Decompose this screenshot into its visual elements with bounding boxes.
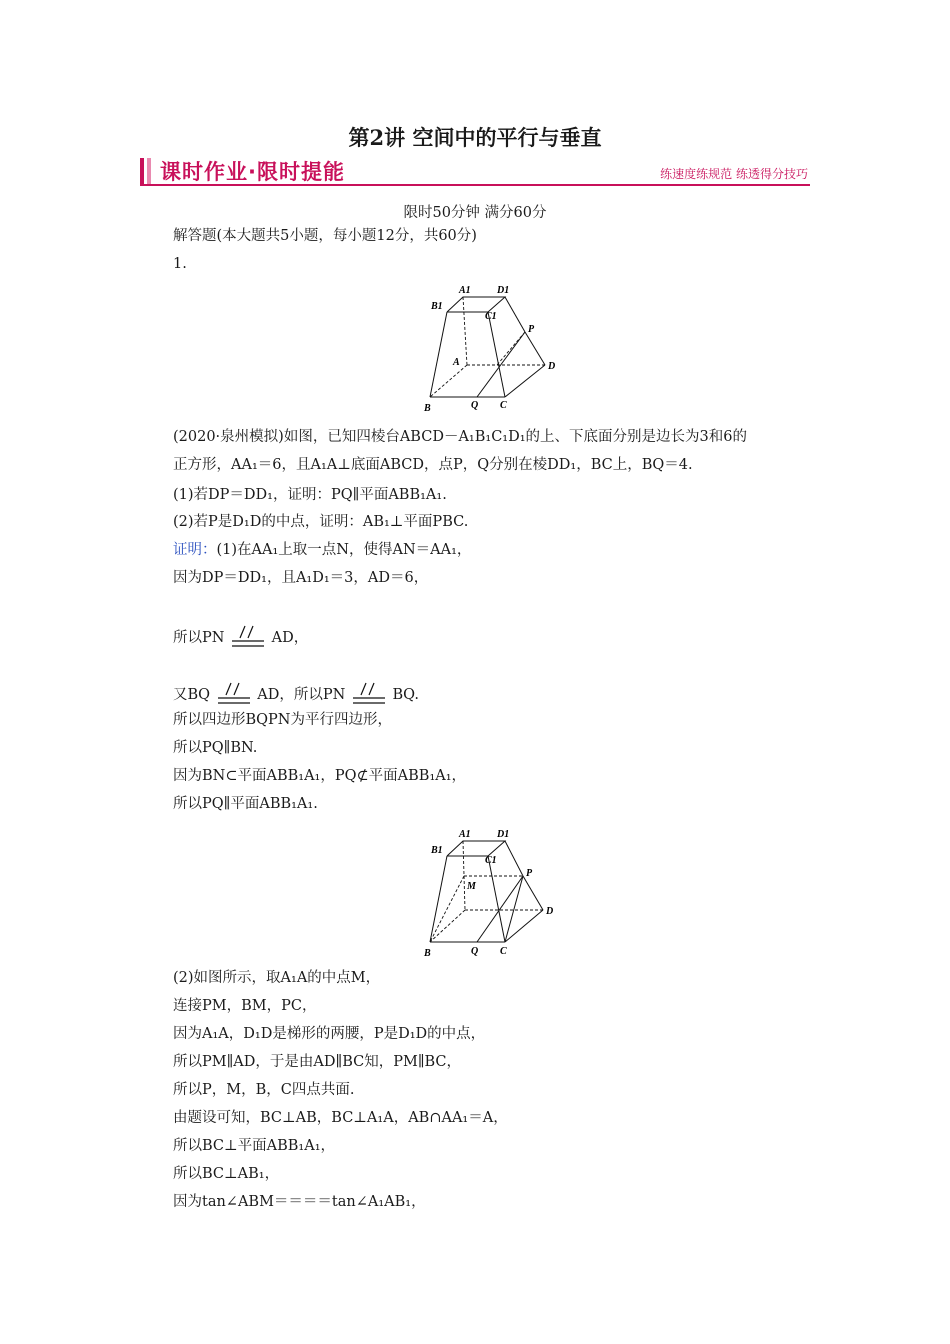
proof-line-11: 因为A₁A，D₁D是梯形的两腰，P是D₁D的中点， [173, 1026, 486, 1042]
parallel-equal-icon [217, 681, 251, 709]
parallel-equal-icon [231, 624, 265, 652]
proof-line-17: 因为tan∠ABM＝＝＝＝tan∠A₁AB₁， [173, 1194, 426, 1210]
label-a: A [453, 357, 460, 368]
frustum-figure-1 [415, 282, 565, 414]
label-c: C [500, 400, 507, 411]
label-c1: C1 [485, 855, 497, 866]
label-d: D [548, 361, 556, 372]
label-d: D [546, 906, 554, 917]
banner-title: 课时作业·限时提能 [160, 160, 345, 184]
label-c: C [500, 946, 507, 957]
label-p: P [526, 868, 533, 879]
label-a1: A1 [459, 829, 471, 840]
time-limit: 限时50分钟 满分60分 [403, 205, 547, 221]
instructions: 解答题(本大题共5小题，每小题12分，共60分) [173, 228, 477, 244]
proof-line-10: 连接PM，BM，PC， [173, 998, 317, 1014]
label-c1: C1 [485, 311, 497, 322]
question-number: 1. [173, 256, 187, 272]
banner-tagline: 练速度练规范 练透得分技巧 [660, 167, 808, 181]
banner-left [140, 156, 345, 186]
proof-text: 又BQ [173, 687, 211, 703]
label-d1: D1 [497, 829, 510, 840]
proof-line-14: 由题设可知，BC⊥AB，BC⊥A₁A，AB∩AA₁＝A， [173, 1110, 508, 1126]
section-banner [140, 156, 810, 186]
problem-statement [173, 423, 813, 479]
label-b1: B1 [431, 845, 443, 856]
problem-line-1: (2020·泉州模拟)如图，已知四棱台ABCD－A₁B₁C₁D₁的上、下底面分别是边长为3和6的 [173, 429, 747, 445]
proof-text: BQ. [392, 687, 419, 703]
proof-line-15: 所以BC⊥平面ABB₁A₁， [173, 1138, 336, 1154]
proof-label: 证明： [173, 542, 217, 558]
proof-line-13: 所以P，M，B，C四点共面. [173, 1082, 355, 1098]
proof-line-6: 所以PQ∥BN. [173, 740, 258, 756]
stripe-decoration [140, 158, 144, 184]
part-2: (2)若P是D₁D的中点，证明：AB₁⊥平面PBC. [173, 514, 469, 530]
proof-text: AD， [271, 630, 309, 646]
proof-line-2: 因为DP＝DD₁，且A₁D₁＝3，AD＝6， [173, 570, 429, 586]
proof-line-7: 因为BN⊂平面ABB₁A₁，PQ⊄平面ABB₁A₁， [173, 768, 467, 784]
proof-text: (1)在AA₁上取一点N，使得AN＝AA₁， [216, 542, 472, 558]
part-1: (1)若DP＝DD₁，证明：PQ∥平面ABB₁A₁. [173, 487, 447, 503]
label-p: P [528, 324, 535, 335]
banner-underline [140, 184, 810, 186]
label-b: B [424, 403, 431, 414]
proof-text: 所以PN [173, 630, 225, 646]
problem-line-2: 正方形，AA₁＝6，且A₁A⊥底面ABCD，点P，Q分别在棱DD₁，BC上，BQ＝4. [173, 457, 693, 473]
label-b: B [424, 948, 431, 959]
frustum-figure-2 [415, 826, 565, 960]
proof-line-4 [173, 681, 419, 709]
parallel-equal-icon [352, 681, 386, 709]
label-d1: D1 [497, 285, 510, 296]
label-q: Q [471, 946, 479, 957]
page-title: 第2讲 空间中的平行与垂直 [348, 125, 602, 150]
proof-text: AD，所以PN [257, 687, 346, 703]
proof-line-9: (2)如图所示，取A₁A的中点M， [173, 970, 381, 986]
proof-line-1 [173, 540, 471, 560]
proof-line-5: 所以四边形BQPN为平行四边形， [173, 712, 392, 728]
proof-line-16: 所以BC⊥AB₁， [173, 1166, 280, 1182]
label-q: Q [471, 400, 479, 411]
label-m: M [467, 881, 476, 892]
proof-line-12: 所以PM∥AD，于是由AD∥BC知，PM∥BC， [173, 1054, 462, 1070]
proof-line-3 [173, 624, 308, 652]
stripe-decoration [147, 158, 151, 184]
label-a1: A1 [459, 285, 471, 296]
proof-line-8: 所以PQ∥平面ABB₁A₁. [173, 796, 318, 812]
label-b1: B1 [431, 301, 443, 312]
